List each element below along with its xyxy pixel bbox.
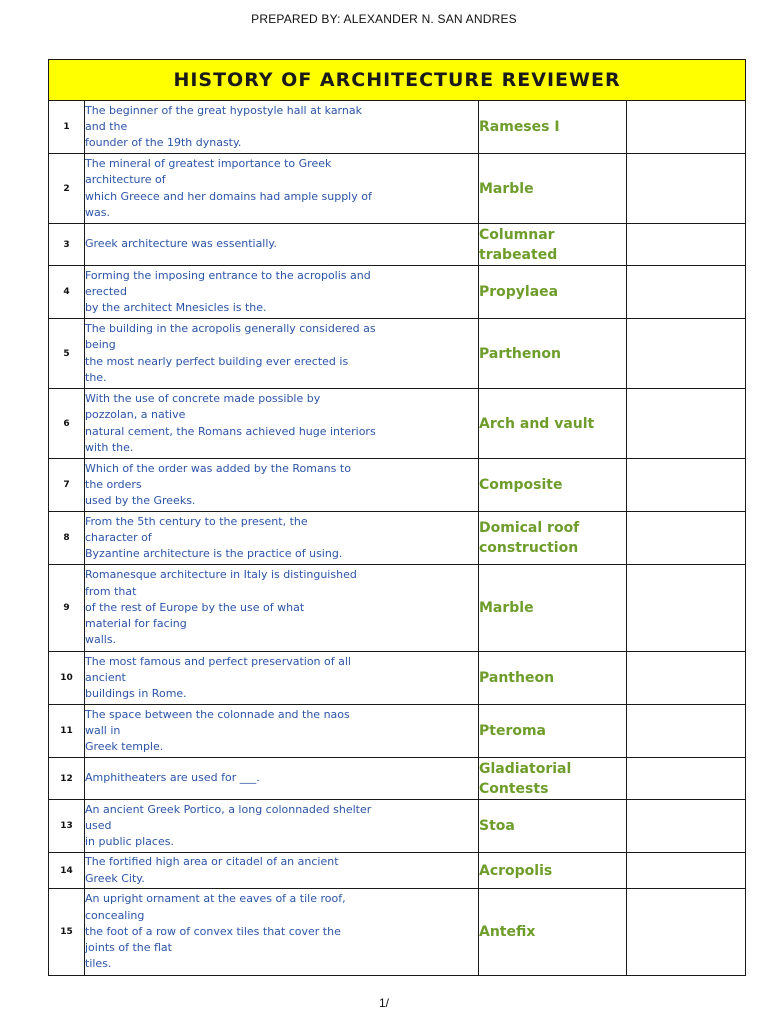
question-number: 14 [49,853,85,889]
table-row [49,512,746,565]
page-title: HISTORY OF ARCHITECTURE REVIEWER [173,69,621,91]
question-text: With the use of concrete made possible by pozzolan, a native natural cement, the Romans achieved huge interiors with the. [85,389,479,459]
question-number: 7 [49,459,85,512]
question-number: 12 [49,758,85,800]
table-row [49,389,746,459]
question-number: 4 [49,266,85,319]
answer-text: Marble [479,565,627,652]
question-text: The most famous and perfect preservation of all ancient buildings in Rome. [85,652,479,705]
blank-cell [627,652,746,705]
question-number: 10 [49,652,85,705]
blank-cell [627,800,746,853]
question-text: The mineral of greatest importance to Greek architecture of which Greece and her domains had ample supply of was. [85,154,479,224]
question-text: Amphitheaters are used for ___. [85,758,479,800]
table-row [49,266,746,319]
answer-text: Propylaea [479,266,627,319]
blank-cell [627,853,746,889]
question-number: 9 [49,565,85,652]
question-text: The building in the acropolis generally considered as being the most nearly perfect building ever erected is the. [85,319,479,389]
title-cell [49,60,746,101]
question-number: 11 [49,705,85,758]
question-number: 13 [49,800,85,853]
answer-text: Rameses I [479,101,627,154]
blank-cell [627,512,746,565]
table-row [49,319,746,389]
blank-cell [627,389,746,459]
question-number: 8 [49,512,85,565]
question-text: An ancient Greek Portico, a long colonnaded shelter used in public places. [85,800,479,853]
answer-text: Arch and vault [479,389,627,459]
question-text: The space between the colonnade and the naos wall in Greek temple. [85,705,479,758]
blank-cell [627,266,746,319]
question-text: From the 5th century to the present, the character of Byzantine architecture is the practice of using. [85,512,479,565]
table-row [49,101,746,154]
table-row [49,800,746,853]
blank-cell [627,224,746,266]
table-row [49,459,746,512]
blank-cell [627,565,746,652]
question-text: Forming the imposing entrance to the acropolis and erected by the architect Mnesicles is the. [85,266,479,319]
table-row [49,889,746,976]
table-row [49,565,746,652]
table-row [49,705,746,758]
table-row [49,652,746,705]
blank-cell [627,319,746,389]
question-text: Romanesque architecture in Italy is distinguished from that of the rest of Europe by the use of what material for facing walls. [85,565,479,652]
blank-cell [627,705,746,758]
question-text: The beginner of the great hypostyle hall at karnak and the founder of the 19th dynasty. [85,101,479,154]
question-number: 2 [49,154,85,224]
answer-text: Acropolis [479,853,627,889]
title-row [49,60,746,101]
question-number: 15 [49,889,85,976]
question-number: 6 [49,389,85,459]
blank-cell [627,101,746,154]
answer-text: Marble [479,154,627,224]
answer-text: Pantheon [479,652,627,705]
answer-text: Pteroma [479,705,627,758]
blank-cell [627,154,746,224]
page-number: 1/ [378,996,389,1010]
answer-text: Columnar trabeated [479,224,627,266]
answer-text: Stoa [479,800,627,853]
question-text: The fortified high area or citadel of an ancient Greek City. [85,853,479,889]
table-row [49,853,746,889]
answer-text: Domical roof construction [479,512,627,565]
answer-text: Gladiatorial Contests [479,758,627,800]
blank-cell [627,889,746,976]
table-row [49,758,746,800]
reviewer-table [48,59,746,976]
blank-cell [627,758,746,800]
answer-text: Parthenon [479,319,627,389]
answer-text: Antefix [479,889,627,976]
question-number: 5 [49,319,85,389]
table-row [49,154,746,224]
blank-cell [627,459,746,512]
question-number: 1 [49,101,85,154]
question-text: An upright ornament at the eaves of a tile roof, concealing the foot of a row of convex tiles that cover the joints of the flat tiles. [85,889,479,976]
question-text: Which of the order was added by the Romans to the orders used by the Greeks. [85,459,479,512]
prepared-by-header: PREPARED BY: ALEXANDER N. SAN ANDRES [251,12,517,26]
answer-text: Composite [479,459,627,512]
question-number: 3 [49,224,85,266]
question-text: Greek architecture was essentially. [85,224,479,266]
table-row [49,224,746,266]
